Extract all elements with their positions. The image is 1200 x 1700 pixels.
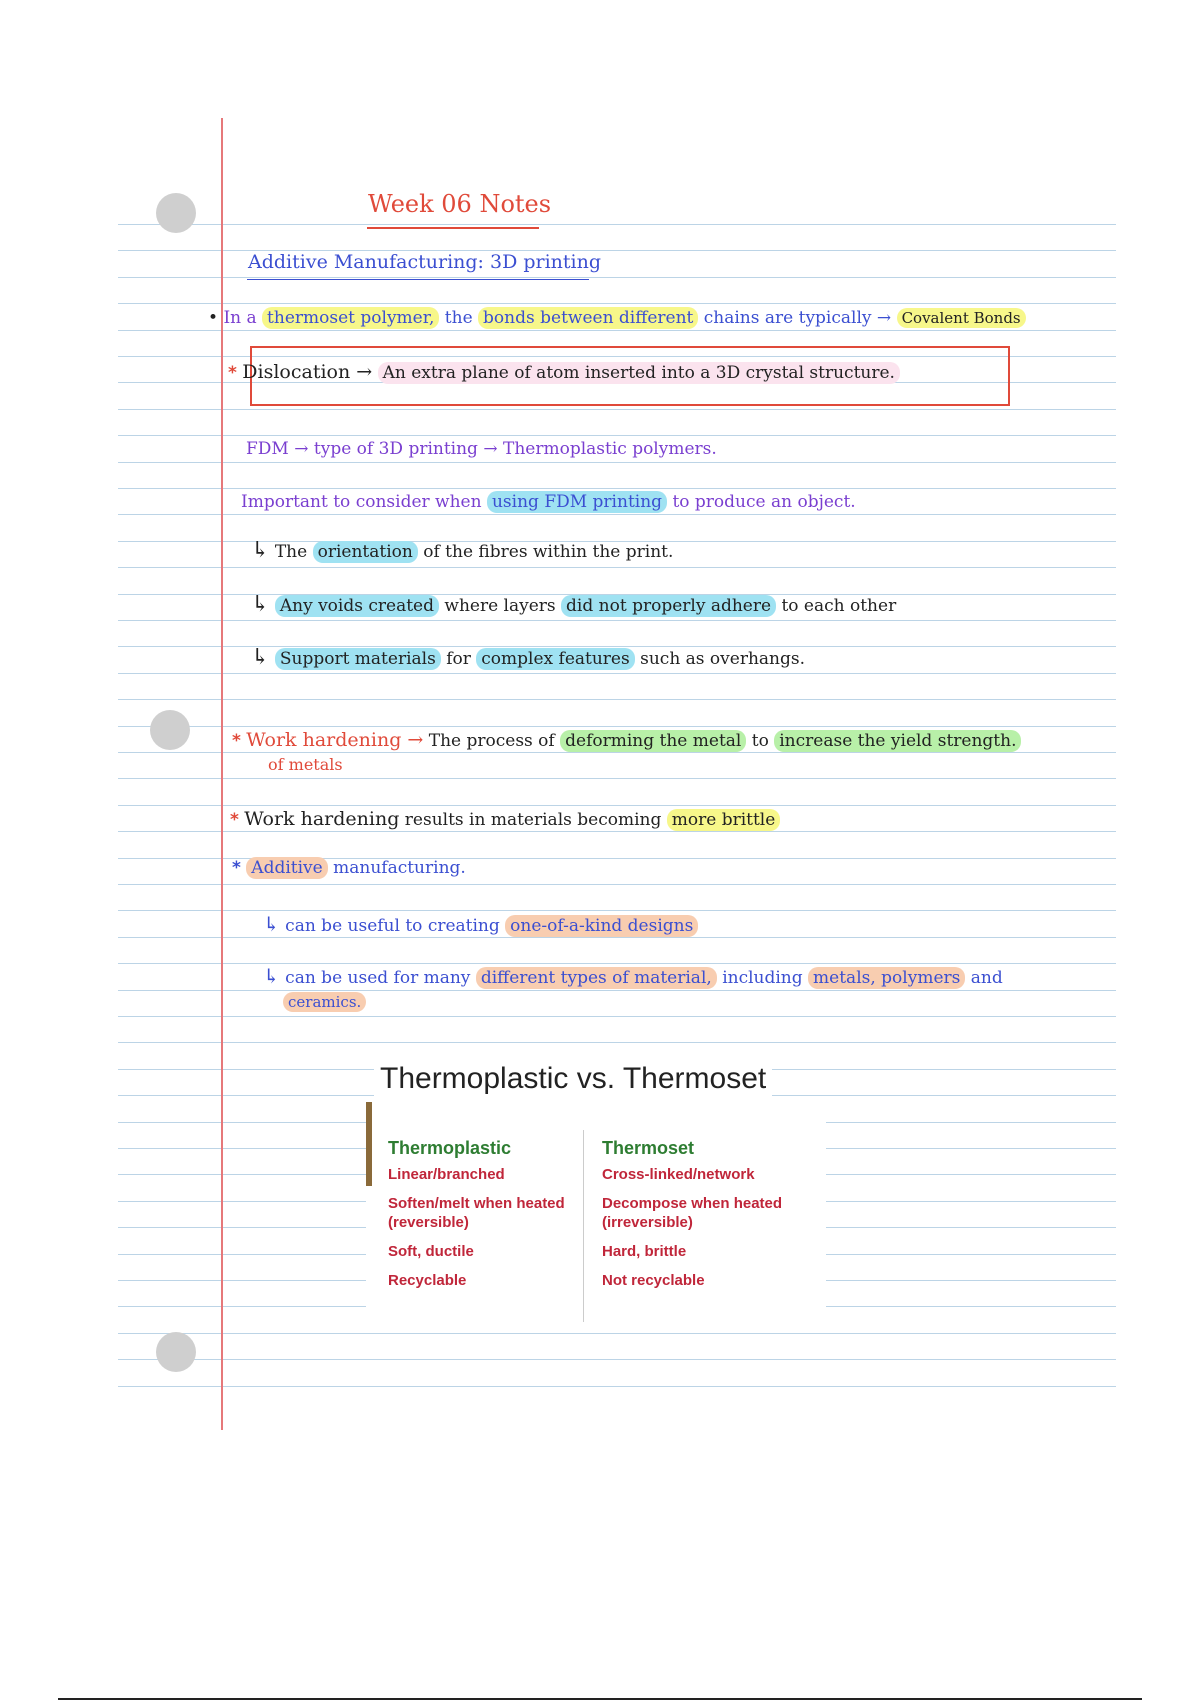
page-title: Week 06 Notes [368, 190, 552, 218]
highlight: deforming the metal [560, 730, 746, 752]
term: Work hardening [244, 808, 400, 830]
note-text: can be useful to creating [285, 916, 500, 936]
ruled-line [118, 831, 1116, 832]
bullet: • [208, 308, 219, 328]
ruled-line [118, 435, 1116, 436]
note-text: manufacturing. [333, 858, 466, 878]
note-work-hardening-definition [232, 729, 1021, 751]
comparison-title: Thermoplastic vs. Thermoset [374, 1062, 772, 1096]
highlight: increase the yield strength. [774, 730, 1021, 752]
highlight: thermoset polymer, [262, 307, 439, 329]
highlight: Covalent Bonds [897, 308, 1026, 328]
note-fdm: FDM → type of 3D printing → Thermoplastic polymers. [246, 439, 717, 459]
column-thermoplastic [388, 1138, 588, 1300]
highlight: bonds between different [478, 307, 698, 329]
term: Work hardening → [246, 729, 424, 751]
star-icon: * [232, 731, 241, 751]
ruled-line [118, 752, 1116, 753]
highlight: using FDM printing [487, 491, 667, 513]
list-item: Soft, ductile [388, 1243, 474, 1260]
ruled-line [118, 673, 1116, 674]
comparison-table [366, 1102, 826, 1322]
note-continuation: of metals [268, 755, 343, 774]
arrow-icon: ↳ [251, 645, 270, 670]
note-additive [232, 858, 466, 878]
ruled-line [118, 699, 1116, 700]
ruled-line [118, 303, 1116, 304]
list-item: Hard, brittle [602, 1243, 687, 1260]
note-text: and [970, 968, 1003, 988]
accent-bar [366, 1102, 372, 1186]
ruled-line [118, 990, 1116, 991]
highlight: more brittle [667, 809, 781, 831]
ruled-line [118, 726, 1116, 727]
list-item: Decompose when heated (irreversible) [602, 1195, 783, 1231]
ruled-line [118, 277, 1116, 278]
star-icon: * [230, 810, 239, 830]
arrow-icon: ↳ [263, 912, 280, 936]
ruled-line [118, 805, 1116, 806]
ruled-line [118, 1016, 1116, 1017]
note-text: to produce an object. [672, 492, 856, 512]
note-sub-voids [251, 592, 896, 617]
highlight: complex features [476, 648, 634, 670]
arrow-icon: ↳ [263, 964, 280, 988]
note-text: The [274, 542, 308, 562]
binder-hole [156, 193, 196, 233]
note-work-hardening-brittle [230, 808, 780, 830]
note-text: In a [223, 308, 257, 328]
ruled-line [118, 514, 1116, 515]
ruled-line [118, 224, 1116, 225]
highlight: did not properly adhere [561, 595, 776, 617]
definition: An extra plane of atom inserted into a 3D crystal structure. [378, 362, 900, 384]
note-text: to [751, 731, 769, 751]
arrow-icon: ↳ [251, 592, 270, 617]
binder-hole [156, 1332, 196, 1372]
note-additive-designs [263, 912, 698, 936]
ruled-line [118, 910, 1116, 911]
highlight: metals, polymers [808, 967, 965, 989]
highlight: Additive [246, 857, 327, 879]
arrow-icon: ↳ [251, 538, 270, 563]
column-heading: Thermoset [602, 1138, 695, 1158]
note-thermoset [208, 308, 1026, 328]
binder-hole [150, 710, 190, 750]
term: Dislocation → [242, 361, 373, 383]
highlight: different types of material, [476, 967, 717, 989]
ruled-line [118, 488, 1116, 489]
ruled-line [118, 884, 1116, 885]
note-additive-materials [263, 964, 1003, 988]
list-item: Soften/melt when heated (reversible) [388, 1195, 565, 1231]
ruled-line [118, 462, 1116, 463]
note-text: can be used for many [285, 968, 471, 988]
note-text: for [446, 649, 471, 669]
ruled-line [118, 937, 1116, 938]
note-text: the [444, 308, 473, 328]
column-heading: Thermoplastic [388, 1138, 512, 1158]
note-text: including [722, 968, 803, 988]
note-continuation [283, 993, 366, 1011]
star-icon: * [232, 858, 241, 878]
ruled-line [118, 620, 1116, 621]
note-dislocation [228, 361, 900, 383]
list-item: Recyclable [388, 1272, 467, 1289]
note-sub-support [251, 645, 805, 670]
note-sub-orientation [251, 538, 673, 563]
heading-underline [247, 279, 589, 280]
note-text: Important to consider when [241, 492, 482, 512]
list-item: Cross-linked/network [602, 1166, 755, 1183]
ruled-line [118, 1359, 1116, 1360]
ruled-line [118, 409, 1116, 410]
ruled-line [118, 1042, 1116, 1043]
note-text: where layers [444, 596, 556, 616]
note-text: results in materials becoming [404, 810, 662, 830]
note-text: such as overhangs. [640, 649, 806, 669]
ruled-line [118, 330, 1116, 331]
ruled-line [118, 778, 1116, 779]
note-important [241, 492, 856, 512]
note-text: The process of [428, 731, 555, 751]
note-text: chains are typically → [703, 308, 892, 328]
note-text: to each other [781, 596, 897, 616]
list-item: Linear/branched [388, 1166, 505, 1183]
note-text: of the fibres within the print. [423, 542, 674, 562]
title-underline [367, 227, 539, 229]
ruled-line [118, 1386, 1116, 1387]
section-heading: Additive Manufacturing: 3D printing [248, 251, 602, 273]
highlight: Support materials [275, 648, 441, 670]
highlight: orientation [313, 541, 418, 563]
ruled-line [118, 1333, 1116, 1334]
star-icon: * [228, 363, 237, 383]
highlight: Any voids created [275, 595, 439, 617]
list-item: Not recyclable [602, 1272, 705, 1289]
column-thermoset [602, 1138, 802, 1300]
highlight: ceramics. [283, 992, 366, 1012]
ruled-line [118, 567, 1116, 568]
highlight: one-of-a-kind designs [505, 915, 698, 937]
